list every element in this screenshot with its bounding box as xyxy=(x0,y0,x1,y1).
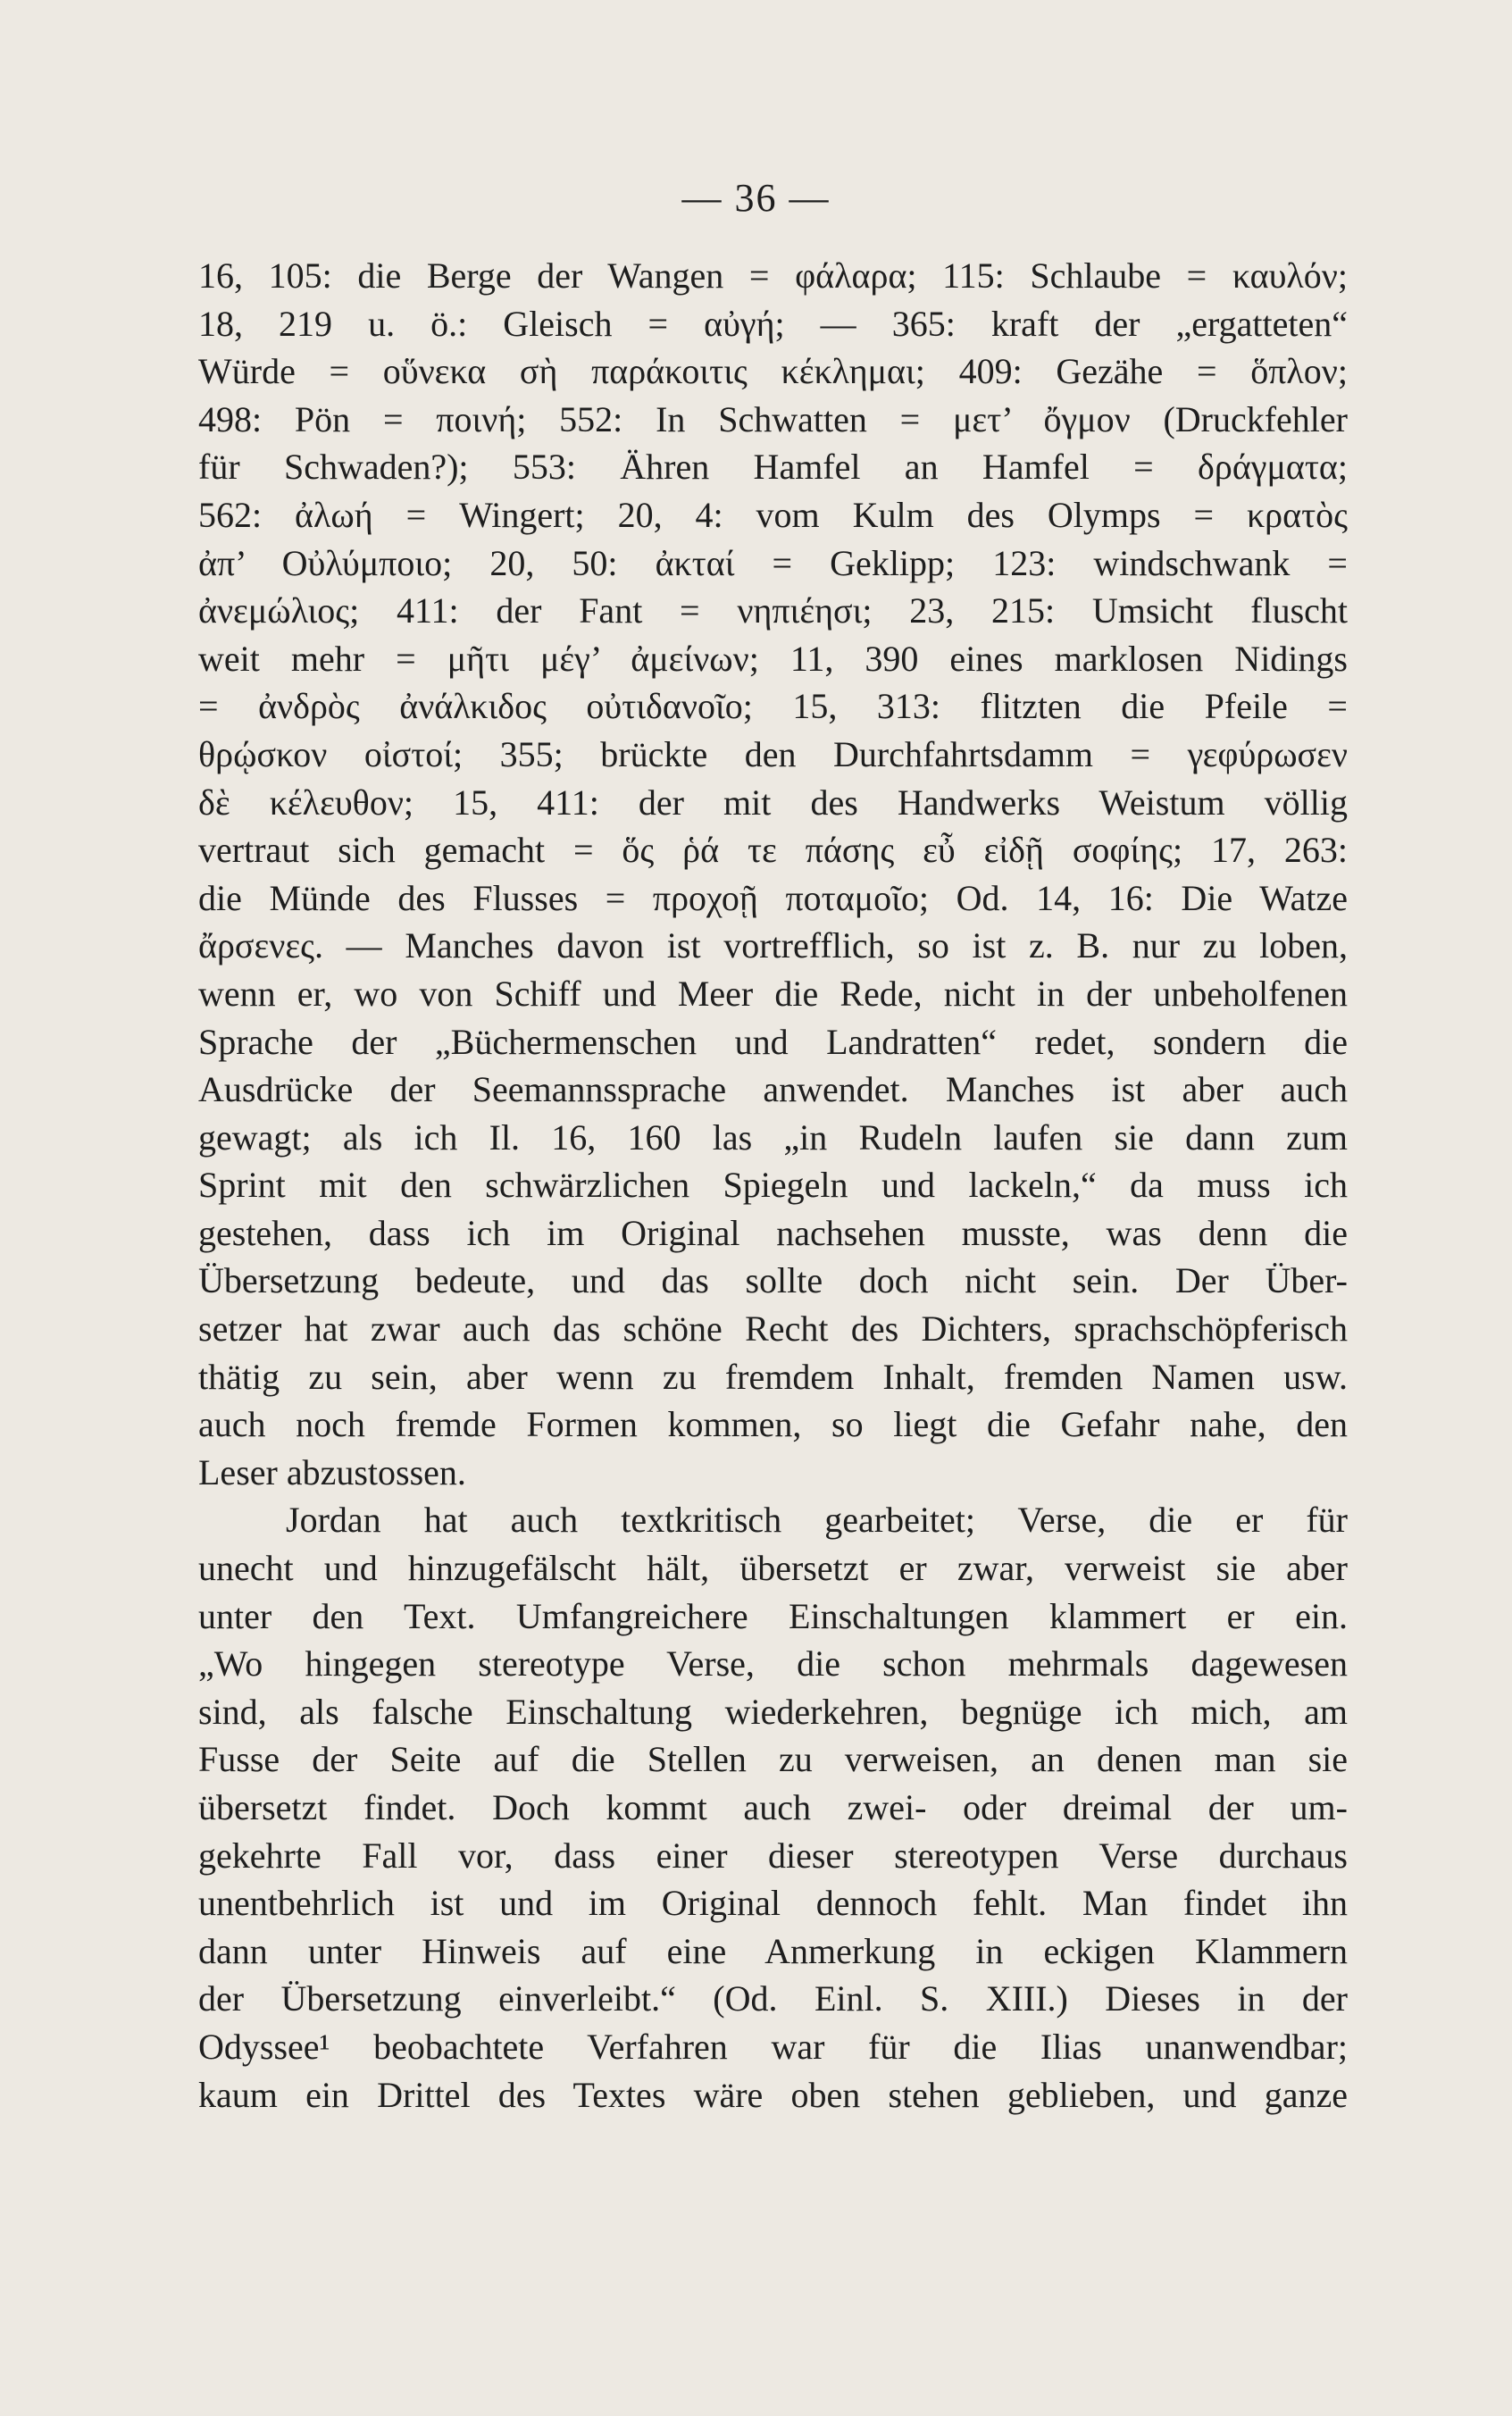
paragraph-1 xyxy=(198,252,1348,1496)
text-line: Sprache der „Büchermenschen und Landratten“ redet, sondern die xyxy=(198,1021,1348,1062)
text-line: θρῴσκον οἰστοί; 355; brückte den Durchfahrtsdamm = γεφύρωσεν xyxy=(198,733,1348,774)
text-line: Sprint mit den schwärzlichen Spiegeln und lackeln,“ da muss ich xyxy=(198,1165,1348,1206)
text-line: auch noch fremde Formen kommen, so liegt die Gefahr nahe, den xyxy=(198,1404,1348,1445)
text-line: Odyssee¹ beobachtete Verfahren war für die Ilias unanwendbar; xyxy=(198,2026,1348,2067)
text-line: gekehrte Fall vor, dass einer dieser stereotypen Verse durchaus xyxy=(198,1835,1348,1876)
text-line: wenn er, wo von Schiff und Meer die Rede, nicht in der unbeholfenen xyxy=(198,973,1348,1014)
text-line: weit mehr = μῆτι μέγ’ ἀμείνων; 11, 390 eines marklosen Nidings xyxy=(198,638,1348,679)
text-line: unter den Text. Umfangreichere Einschaltungen klammert er ein. xyxy=(198,1595,1348,1636)
text-line: = ἀνδρὸς ἀνάλκιδος οὐτιδανοῖο; 15, 313: flitzten die Pfeile = xyxy=(198,686,1348,727)
text-line: gewagt; als ich Il. 16, 160 las „in Rudeln laufen sie dann zum xyxy=(198,1116,1348,1158)
text-line: Ausdrücke der Seemannssprache anwendet. Manches ist aber auch xyxy=(198,1069,1348,1110)
paragraph-2 xyxy=(198,1496,1348,2119)
text-line: ἀπ’ Οὐλύμποιο; 20, 50: ἀκταί = Geklipp; 123: windschwank = xyxy=(198,542,1348,583)
text-line: sind, als falsche Einschaltung wiederkehren, begnüge ich mich, am xyxy=(198,1691,1348,1732)
text-line: kaum ein Drittel des Textes wäre oben stehen geblieben, und ganze xyxy=(198,2074,1348,2115)
text-line: dann unter Hinweis auf eine Anmerkung in eckigen Klammern xyxy=(198,1930,1348,1971)
text-line: setzer hat zwar auch das schöne Recht des Dichters, sprachschöpferisch xyxy=(198,1308,1348,1350)
text-line: 498: Pön = ποινή; 552: In Schwatten = μετ’ ὄγμον (Druckfehler xyxy=(198,398,1348,439)
text-line: δὲ κέλευθον; 15, 411: der mit des Handwerks Weistum völlig xyxy=(198,782,1348,823)
text-line: Jordan hat auch textkritisch gearbeitet; Verse, die er für xyxy=(286,1500,1348,1541)
text-line: die Münde des Flusses = προχοῇ ποταμοῖο; Od. 14, 16: Die Watze xyxy=(198,877,1348,918)
text-line: unecht und hinzugefälscht hält, übersetzt er zwar, verweist sie aber xyxy=(198,1548,1348,1589)
body-text xyxy=(198,252,1348,2119)
text-line: thätig zu sein, aber wenn zu fremdem Inhalt, fremden Namen usw. xyxy=(198,1356,1348,1397)
text-line: Würde = οὕνεκα σὴ παράκοιτις κέκλημαι; 409: Gezähe = ὅπλον; xyxy=(198,351,1348,392)
text-line: Leser abzustossen. xyxy=(198,1451,466,1492)
text-line: Übersetzung bedeute, und das sollte doch nicht sein. Der Über- xyxy=(198,1260,1348,1301)
text-line: gestehen, dass ich im Original nachsehen musste, was denn die xyxy=(198,1212,1348,1253)
text-line: vertraut sich gemacht = ὅς ῥά τε πάσης εὖ εἰδῇ σοφίης; 17, 263: xyxy=(198,830,1348,871)
text-line: ἀνεμώλιος; 411: der Fant = νηπιέησι; 23, 215: Umsicht fluscht xyxy=(198,590,1348,631)
text-line: 16, 105: die Berge der Wangen = φάλαρα; 115: Schlaube = καυλόν; xyxy=(198,255,1348,296)
page-number: — 36 — xyxy=(681,176,831,220)
text-line: der Übersetzung einverleibt.“ (Od. Einl. S. XIII.) Dieses in der xyxy=(198,1978,1348,2019)
text-line: übersetzt findet. Doch kommt auch zwei- oder dreimal der um- xyxy=(198,1787,1348,1827)
text-line: unentbehrlich ist und im Original dennoch fehlt. Man findet ihn xyxy=(198,1883,1348,1924)
text-line: Fusse der Seite auf die Stellen zu verweisen, an denen man sie xyxy=(198,1739,1348,1780)
text-line: ἄρσενες. — Manches davon ist vortrefflich, so ist z. B. nur zu loben, xyxy=(198,925,1348,966)
text-line: 18, 219 u. ö.: Gleisch = αὐγή; — 365: kraft der „ergatteten“ xyxy=(198,303,1348,344)
text-line: 562: ἀλωή = Wingert; 20, 4: vom Kulm des Olymps = κρατὸς xyxy=(198,494,1348,535)
text-line: „Wo hingegen stereotype Verse, die schon mehrmals dagewesen xyxy=(198,1643,1348,1685)
text-line: für Schwaden?); 553: Ähren Hamfel an Hamfel = δράγματα; xyxy=(198,447,1348,488)
